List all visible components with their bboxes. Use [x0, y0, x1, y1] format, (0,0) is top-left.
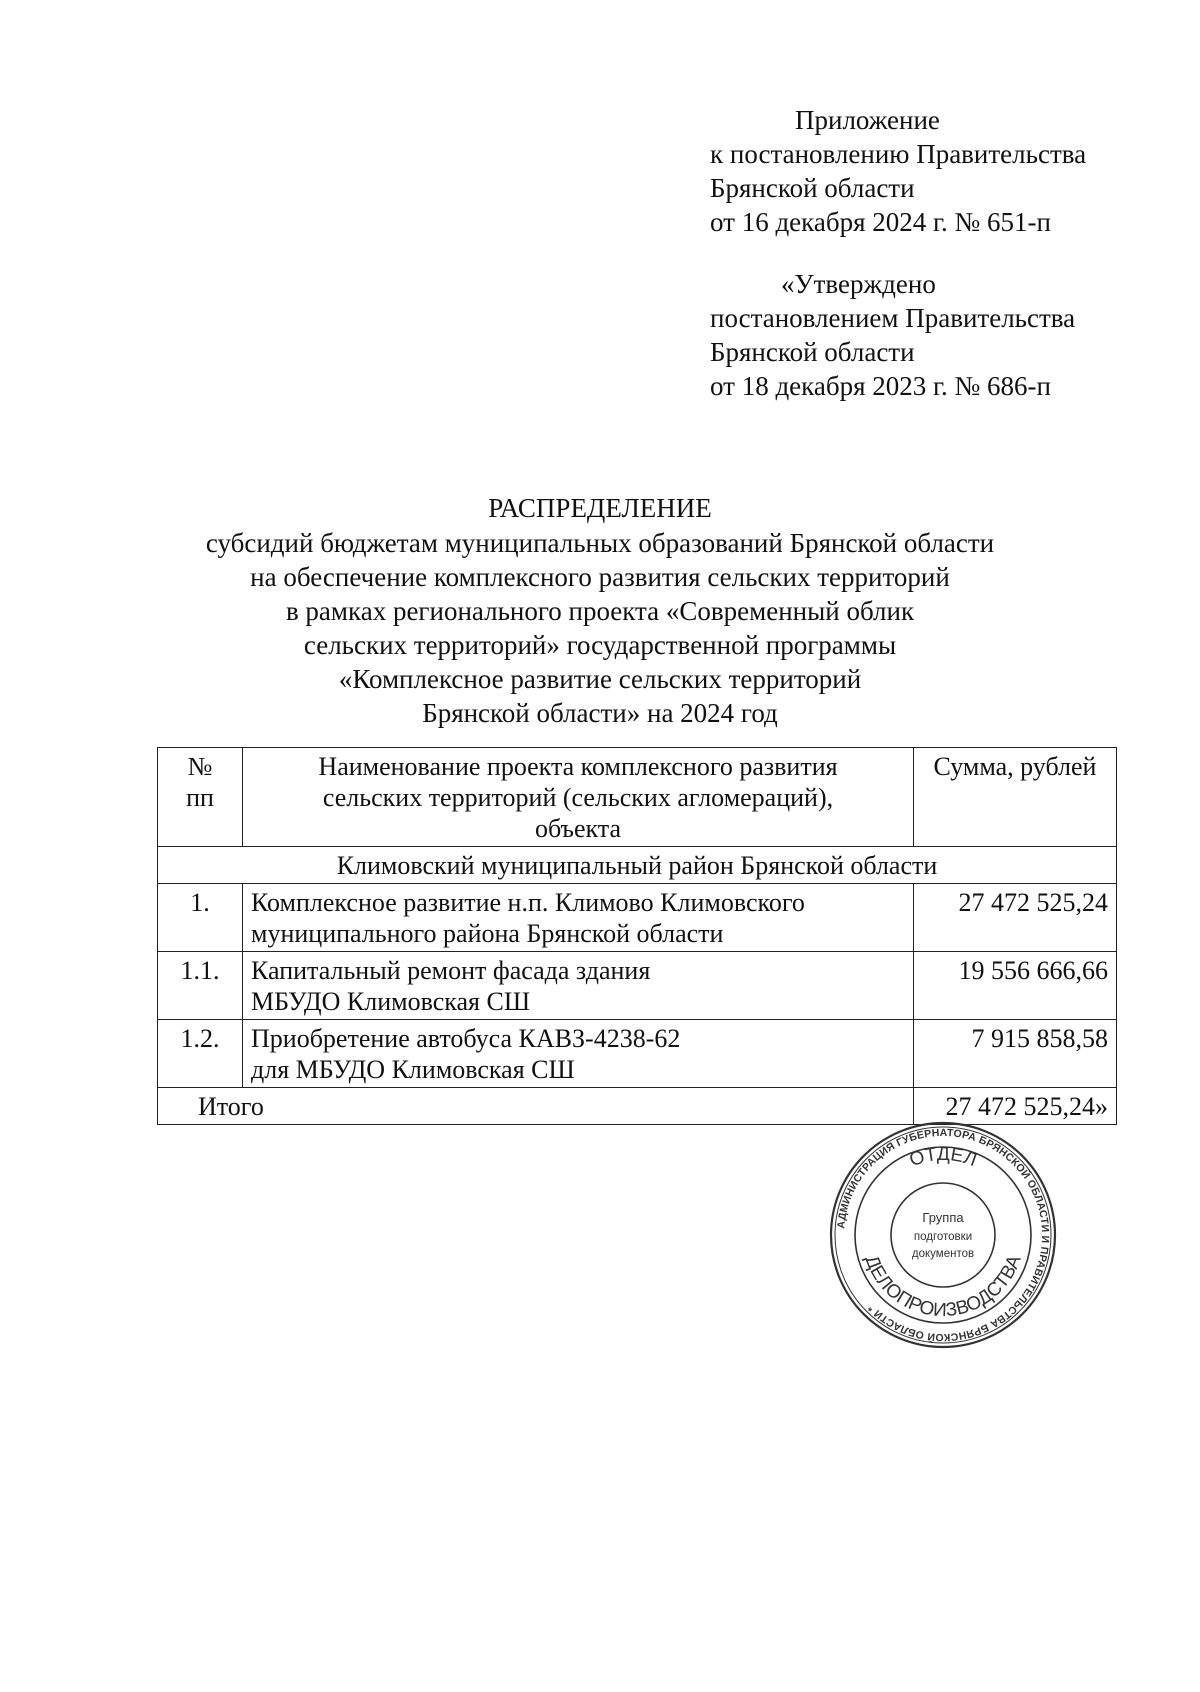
appendix-line-2: к постановлению Правительства — [710, 139, 1087, 169]
approved-line-2: постановлением Правительства — [710, 303, 1076, 333]
table-row — [158, 1020, 1117, 1088]
row-name-line-1: Комплексное развитие н.п. Климово Климовского — [251, 888, 805, 917]
section-row — [158, 847, 1117, 884]
appendix-line-3: Брянской области — [710, 173, 915, 203]
seal-center-line-1: Группа — [922, 1210, 964, 1225]
row-name-line-1: Приобретение автобуса КАВЗ-4238-62 — [251, 1024, 681, 1053]
title-subline-1: субсидий бюджетам муниципальных образований Брянской области — [205, 528, 995, 558]
title-subline-2: на обеспечение комплексного развития сельских территорий — [250, 562, 950, 592]
header-num-cell — [158, 748, 243, 847]
approved-line-1: «Утверждено — [781, 269, 936, 299]
total-amount: 27 472 525,24» — [914, 1088, 1117, 1125]
row-name-line-2: муниципального района Брянской области — [251, 919, 724, 948]
row-name-line-2: для МБУДО Климовская СШ — [251, 1055, 575, 1084]
header-num-line-1: № — [187, 752, 213, 781]
title-subline-5: «Комплексное развитие сельских территорий — [338, 664, 862, 694]
table-header-row — [158, 748, 1117, 847]
approved-line-4: от 18 декабря 2023 г. № 686-п — [710, 371, 1051, 401]
total-label: Итого — [158, 1088, 914, 1125]
document-title: РАСПРЕДЕЛЕНИЕ — [488, 493, 712, 523]
appendix-line-4: от 16 декабря 2024 г. № 651-п — [710, 207, 1051, 237]
row-name — [243, 884, 914, 952]
total-row — [158, 1088, 1117, 1125]
title-subline-6: Брянской области» на 2024 год — [422, 698, 778, 728]
row-name-line-2: МБУДО Климовская СШ — [251, 987, 531, 1016]
row-name — [243, 952, 914, 1020]
header-name-line-2: сельских территорий (сельских агломераций), — [322, 783, 834, 812]
seal-ring-bottom-text: ДЕЛОПРОИЗВОДСТВА — [860, 1252, 1026, 1322]
row-amount: 27 472 525,24 — [914, 884, 1117, 952]
row-num: 1.2. — [158, 1020, 243, 1088]
section-title: Климовский муниципальный район Брянской области — [158, 847, 1117, 884]
header-amount-cell: Сумма, рублей — [914, 748, 1117, 847]
office-seal — [828, 1120, 1058, 1350]
appendix-line-1: Приложение — [795, 105, 940, 135]
row-amount: 19 556 666,66 — [914, 952, 1117, 1020]
table-row — [158, 952, 1117, 1020]
row-amount: 7 915 858,58 — [914, 1020, 1117, 1088]
row-num: 1. — [158, 884, 243, 952]
title-subline-3: в рамках регионального проекта «Современный облик — [285, 596, 915, 626]
seal-outer-text: АДМИНИСТРАЦИЯ ГУБЕРНАТОРА БРЯНСКОЙ ОБЛАСТИ И ПРАВИТЕЛЬСТВА БРЯНСКОЙ ОБЛАСТИ * — [835, 1126, 1052, 1344]
header-name-line-1: Наименование проекта комплексного развития — [318, 752, 838, 781]
seal-ring-top-text: ОТДЕЛ — [906, 1143, 980, 1172]
table-row — [158, 884, 1117, 952]
row-num: 1.1. — [158, 952, 243, 1020]
title-subline-4: сельских территорий» государственной программы — [303, 630, 897, 660]
seal-center-line-3: документов — [911, 1248, 975, 1260]
row-name-line-1: Капитальный ремонт фасада здания — [251, 956, 651, 985]
approved-line-3: Брянской области — [710, 337, 915, 367]
seal-center-line-2: подготовки — [913, 1231, 973, 1243]
header-name-cell — [243, 748, 914, 847]
distribution-table — [157, 747, 1117, 1125]
header-name-line-3: объекта — [534, 814, 622, 843]
row-name — [243, 1020, 914, 1088]
header-num-line-2: пп — [186, 783, 214, 812]
